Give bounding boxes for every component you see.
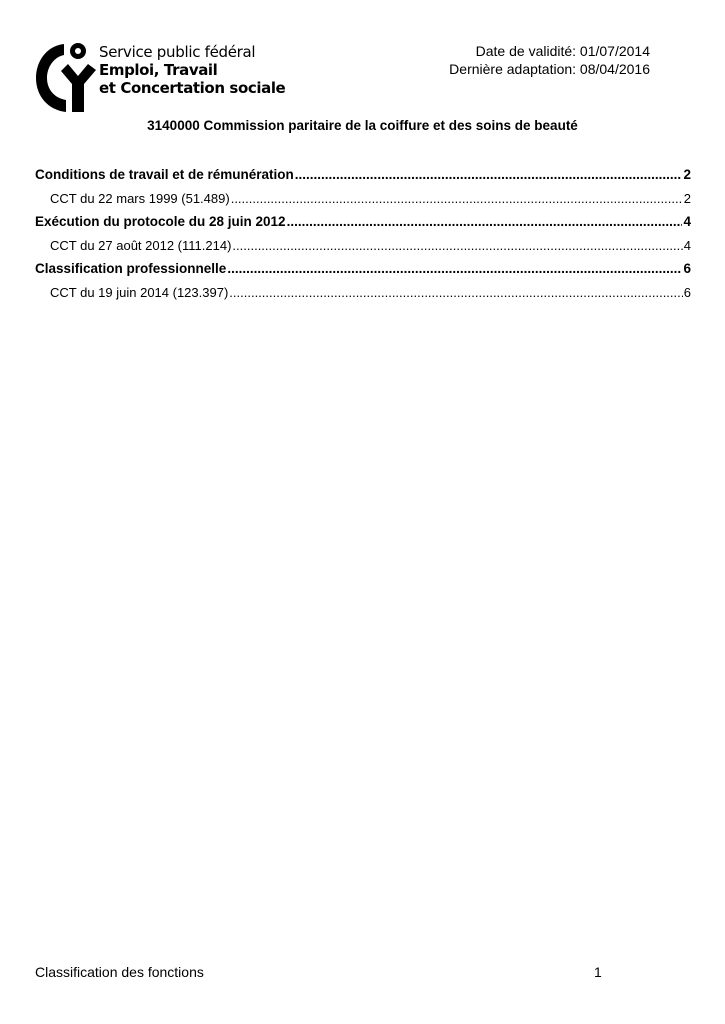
toc-entry-page: 4 (683, 237, 691, 253)
document-title: 3140000 Commission paritaire de la coiffure et des soins de beauté (147, 118, 578, 133)
toc-entry[interactable] (35, 261, 691, 285)
toc-dot-leader (295, 167, 683, 182)
table-of-contents (35, 167, 691, 308)
toc-entry[interactable] (35, 191, 691, 215)
organization-name-line2: Emploi, Travail (99, 61, 218, 79)
toc-entry-label: Classification professionnelle (35, 261, 227, 276)
toc-entry-label: CCT du 22 mars 1999 (51.489) (50, 190, 230, 206)
toc-dot-leader (287, 214, 683, 229)
document-dates (449, 42, 650, 78)
toc-entry-label: Conditions de travail et de rémunération (35, 167, 294, 182)
toc-entry[interactable] (35, 285, 691, 309)
last-adaptation-date: Dernière adaptation: 08/04/2016 (449, 61, 650, 77)
toc-entry-page: 4 (683, 214, 691, 229)
organization-name-line3: et Concertation sociale (99, 79, 286, 97)
validity-date: Date de validité: 01/07/2014 (475, 43, 650, 59)
toc-entry-label: CCT du 27 août 2012 (111.214) (50, 237, 232, 253)
organization-name-line1: Service public fédéral (99, 43, 256, 61)
toc-dot-leader (232, 238, 682, 253)
toc-entry-page: 6 (683, 261, 691, 276)
toc-entry[interactable] (35, 167, 691, 191)
toc-entry[interactable] (35, 238, 691, 262)
toc-dot-leader (227, 261, 682, 276)
toc-entry-label: CCT du 19 juin 2014 (123.397) (50, 284, 229, 300)
footer-page-number: 1 (594, 964, 602, 980)
toc-entry-page: 6 (683, 284, 691, 300)
footer-section-name: Classification des fonctions (35, 964, 204, 980)
toc-entry-page: 2 (683, 167, 691, 182)
toc-entry-label: Exécution du protocole du 28 juin 2012 (35, 214, 286, 229)
toc-dot-leader (229, 285, 682, 300)
organization-name (99, 43, 285, 97)
toc-dot-leader (231, 191, 683, 206)
federal-public-service-logo-icon (34, 42, 98, 114)
toc-entry[interactable] (35, 214, 691, 238)
toc-entry-page: 2 (683, 190, 691, 206)
